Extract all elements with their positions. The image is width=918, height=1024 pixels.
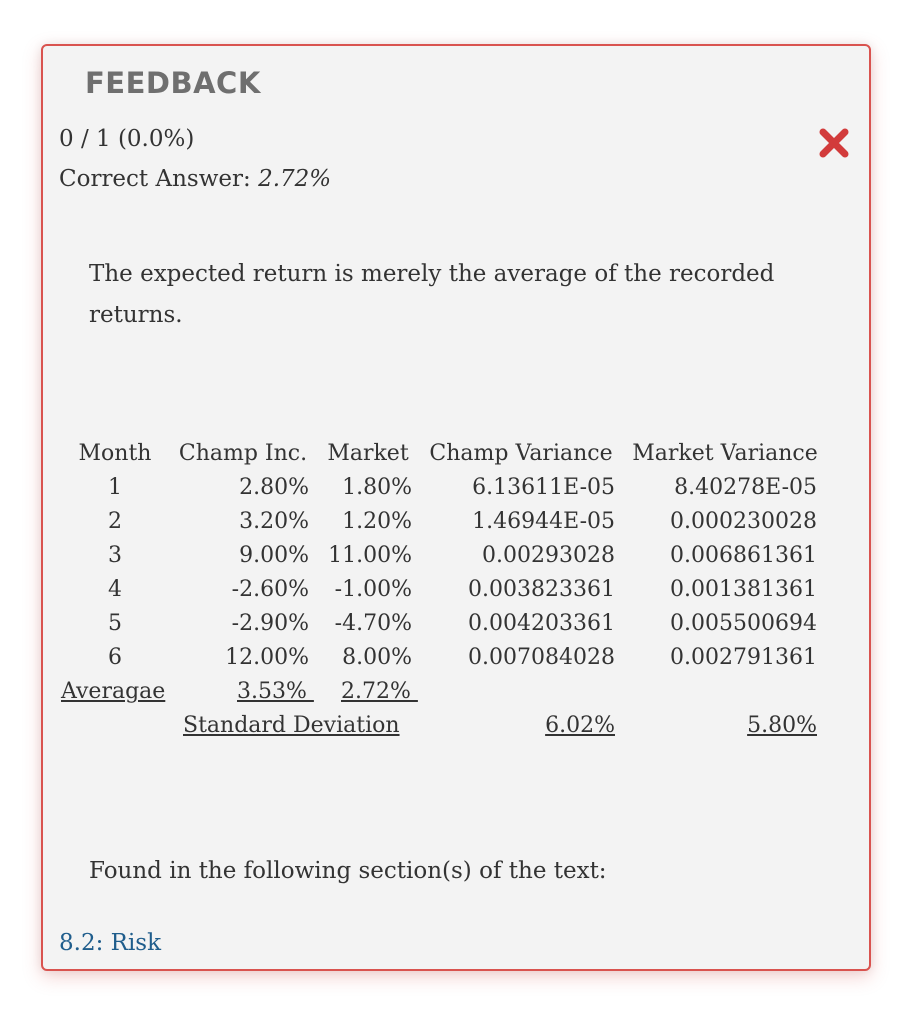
- table-cell: 1.80%: [342, 475, 412, 500]
- returns-table: [43, 441, 873, 761]
- table-cell: 1.20%: [342, 509, 412, 534]
- correct-answer-label: Correct Answer:: [59, 166, 259, 192]
- table-cell: 8.40278E-05: [674, 475, 817, 500]
- table-cell: 3: [108, 543, 122, 568]
- table-cell: -2.60%: [231, 577, 309, 602]
- table-cell: -4.70%: [334, 611, 412, 636]
- table-cell: 1: [108, 475, 122, 500]
- table-cell: 0.000230028: [670, 509, 817, 534]
- table-cell: 2.80%: [239, 475, 309, 500]
- table-cell: 8.00%: [342, 645, 412, 670]
- table-cell: 4: [108, 577, 122, 602]
- table-header: Market Variance: [632, 441, 818, 466]
- table-cell: 6.13611E-05: [472, 475, 615, 500]
- table-cell: 11.00%: [328, 543, 412, 568]
- table-cell: 0.003823361: [468, 577, 615, 602]
- average-label: Averagae: [61, 679, 166, 704]
- explanation-text: The expected return is merely the average of the recorded returns.: [89, 261, 775, 328]
- table-cell: 0.00293028: [482, 543, 615, 568]
- table-cell: -2.90%: [231, 611, 309, 636]
- feedback-title: FEEDBACK: [85, 66, 261, 100]
- table-cell: 0.007084028: [468, 645, 615, 670]
- table-cell: 2: [108, 509, 122, 534]
- feedback-panel: [41, 44, 871, 971]
- table-cell: 9.00%: [239, 543, 309, 568]
- stddev-champ-value: 6.02%: [545, 713, 615, 738]
- table-header: Champ Variance: [429, 441, 613, 466]
- correct-answer: [59, 166, 331, 192]
- table-cell: -1.00%: [334, 577, 412, 602]
- table-header: Market: [327, 441, 409, 466]
- table-cell: 0.002791361: [670, 645, 817, 670]
- table-header: Champ Inc.: [178, 441, 308, 466]
- section-link[interactable]: 8.2: Risk: [59, 930, 162, 956]
- table-cell: 0.006861361: [670, 543, 817, 568]
- average-champ: 3.53%: [237, 679, 314, 704]
- table-cell: 0.005500694: [670, 611, 817, 636]
- table-cell: 0.004203361: [468, 611, 615, 636]
- stddev-label: Standard Deviation: [183, 713, 400, 738]
- sections-intro: Found in the following section(s) of the text:: [89, 858, 607, 884]
- stddev-champ: [423, 713, 615, 738]
- table-cell: 3.20%: [239, 509, 309, 534]
- table-header: Month: [78, 441, 152, 466]
- score-text: 0 / 1 (0.0%): [59, 126, 195, 152]
- close-icon: [817, 126, 851, 160]
- table-cell: 5: [108, 611, 122, 636]
- table-cell: 0.001381361: [670, 577, 817, 602]
- stddev-market-value: 5.80%: [747, 713, 817, 738]
- table-cell: 1.46944E-05: [472, 509, 615, 534]
- table-cell: 12.00%: [225, 645, 309, 670]
- correct-answer-value: 2.72%: [258, 166, 332, 192]
- average-market: 2.72%: [341, 679, 418, 704]
- stddev-market: [625, 713, 817, 738]
- table-cell: 6: [108, 645, 122, 670]
